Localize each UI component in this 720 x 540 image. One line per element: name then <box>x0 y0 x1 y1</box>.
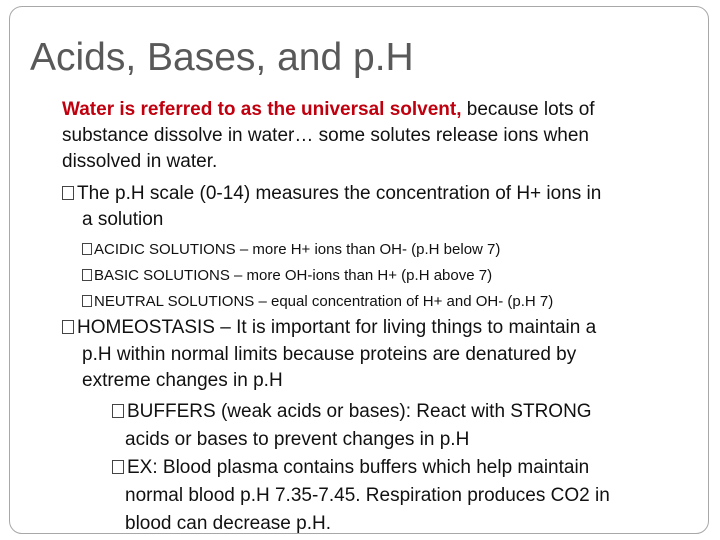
intro-emphasis: Water is referred to as the universal solvent, <box>62 99 462 120</box>
details-list: BUFFERS (weak acids or bases): React with STRONG acids or bases to prevent changes in p.H EX: Blood plasma contains buffers which help maintain normal blood p.H 7.35-7.45. Respiration produces CO2 in blood can decrease p.H. <box>112 398 610 538</box>
bullet-box-icon <box>62 320 74 334</box>
bullet-box-icon <box>112 460 124 474</box>
list-item: BASIC SOLUTIONS – more OH-ions than H+ (p.H above 7) <box>82 263 553 289</box>
list-item: EX: Blood plasma contains buffers which help maintain <box>112 454 610 482</box>
bullet-box-icon <box>62 186 74 200</box>
bullet-box-icon <box>82 295 92 307</box>
slide-title: Acids, Bases, and p.H <box>30 36 414 79</box>
list-item: NEUTRAL SOLUTIONS – equal concentration of H+ and OH- (p.H 7) <box>82 289 553 315</box>
ph-sub-list <box>82 237 553 315</box>
intro-line-3: dissolved in water. <box>62 151 218 172</box>
bullet-box-icon <box>82 269 92 281</box>
bullet-box-icon <box>82 243 92 255</box>
intro-line-1: Water is referred to as the universal solvent, because lots of <box>62 99 595 120</box>
list-item: ACIDIC SOLUTIONS – more H+ ions than OH- (p.H below 7) <box>82 237 553 263</box>
intro-paragraph <box>62 97 595 175</box>
intro-line-2: substance dissolve in water… some solutes release ions when <box>62 125 589 146</box>
homeostasis-bullet: HOMEOSTASIS – It is important for living things to maintain a p.H within normal limits because proteins are denatured by extreme changes in p.H <box>62 315 596 395</box>
ph-scale-bullet: The p.H scale (0-14) measures the concentration of H+ ions in a solution <box>62 181 601 233</box>
bullet-box-icon <box>112 404 124 418</box>
list-item: BUFFERS (weak acids or bases): React with STRONG <box>112 398 610 426</box>
